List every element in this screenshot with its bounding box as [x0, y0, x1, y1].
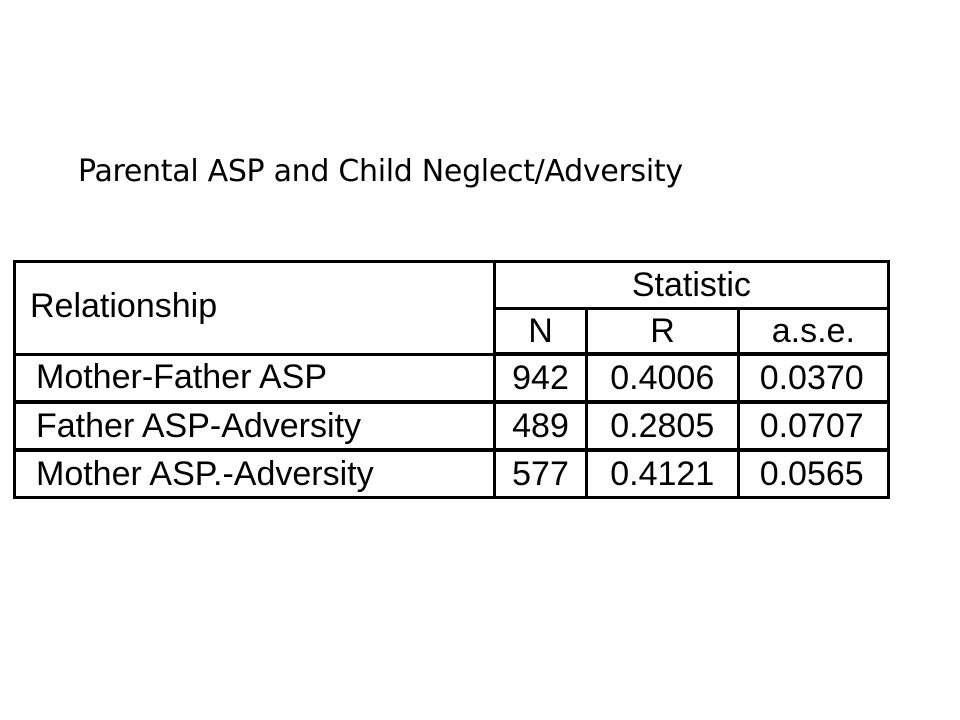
n-cell: 489: [494, 402, 586, 450]
table-row: [15, 450, 889, 498]
n-column-header: N: [494, 309, 586, 355]
ase-cell: 0.0565: [738, 450, 888, 498]
slide-title: Parental ASP and Child Neglect/Adversity: [78, 154, 683, 189]
relationship-cell: Mother-Father ASP: [15, 354, 495, 402]
ase-cell: 0.0707: [738, 402, 888, 450]
table-header-row: [15, 262, 889, 309]
relationship-cell: Mother ASP.-Adversity: [15, 450, 495, 498]
statistics-table: [13, 260, 890, 499]
r-cell: 0.4006: [587, 354, 738, 402]
n-cell: 942: [494, 354, 586, 402]
relationship-cell: Father ASP-Adversity: [15, 402, 495, 450]
statistic-group-header: Statistic: [494, 262, 888, 309]
relationship-column-header: Relationship: [15, 262, 495, 355]
ase-column-header: a.s.e.: [738, 309, 888, 355]
r-column-header: R: [587, 309, 738, 355]
n-cell: 577: [494, 450, 586, 498]
table-row: [15, 354, 889, 402]
table-row: [15, 402, 889, 450]
r-cell: 0.2805: [587, 402, 738, 450]
r-cell: 0.4121: [587, 450, 738, 498]
ase-cell: 0.0370: [738, 354, 888, 402]
